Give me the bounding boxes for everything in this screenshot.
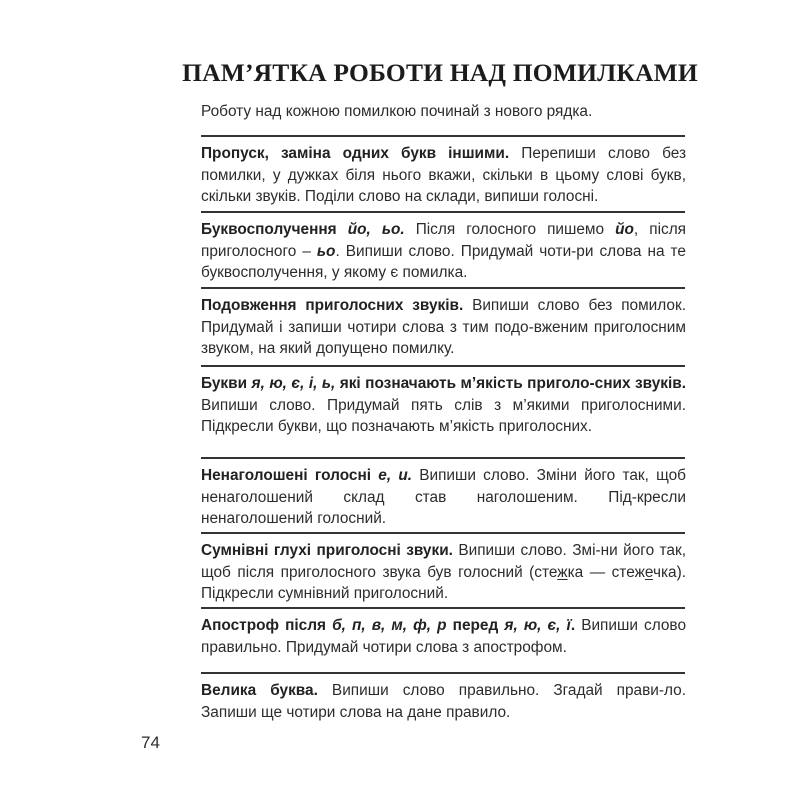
- divider-rule: [201, 457, 685, 459]
- divider-rule: [201, 672, 685, 674]
- section-text: Випиши слово правильно. Придумай чотири слова з апострофом.: [201, 617, 686, 656]
- section-text: Випиши слово правильно. Згадай прави-ло. Запиши ще чотири слова на дане правило.: [201, 682, 686, 721]
- page-title: ПАМ’ЯТКА РОБОТИ НАД ПОМИЛКАМИ: [182, 58, 698, 87]
- section-heading: Сумнівні глухі приголосні звуки.: [201, 542, 453, 559]
- underlined-letter: е: [644, 563, 653, 581]
- section-heading-italic: б, п, в, м, ф, р: [332, 617, 447, 634]
- section-apostrophe: [201, 615, 686, 658]
- divider-rule: [201, 211, 685, 213]
- divider-rule: [201, 607, 685, 609]
- section-text: ка — стеж: [567, 563, 645, 581]
- section-text: чка). Підкресли сумнівний приголосний.: [201, 563, 686, 602]
- section-heading-italic: я, ю, є, ї: [504, 617, 571, 634]
- section-text: , після приголосного –: [201, 221, 687, 260]
- divider-rule: [201, 135, 685, 137]
- section-consonant-lengthening: [201, 295, 686, 360]
- section-omission: [201, 143, 686, 208]
- divider-rule: [201, 532, 685, 534]
- section-heading: Подовження приголосних звуків.: [201, 297, 464, 314]
- section-heading: Пропуск, заміна одних букв іншими.: [201, 145, 510, 162]
- section-heading: які позначають м’якість приголо-сних звуків.: [335, 375, 687, 392]
- section-heading: Буквосполучення: [201, 221, 348, 238]
- section-heading-italic: я, ю, є, і, ь,: [251, 375, 336, 392]
- section-unstressed-vowels: [201, 465, 686, 530]
- section-heading-italic: йо, ьо.: [347, 221, 405, 238]
- section-doubtful-consonants: [201, 540, 686, 605]
- section-heading-italic: е, и.: [378, 467, 412, 484]
- italic-term: йо: [615, 221, 634, 238]
- page-number: 74: [141, 733, 160, 752]
- divider-rule: [201, 365, 685, 367]
- section-text: Перепиши слово без помилки, у дужках біля нього вкажи, скільки в цьому слові букв, скільки звуків. Поділи слово на склади, випиши голосні.: [201, 145, 686, 205]
- section-heading: Букви: [201, 375, 252, 392]
- section-softness-letters: [201, 373, 686, 438]
- section-capital-letter: [201, 680, 686, 723]
- divider-rule: [201, 287, 685, 289]
- section-heading: Ненаголошені голосні: [201, 467, 379, 484]
- section-letter-combination: [201, 219, 686, 284]
- section-text: Після голосного пишемо: [404, 221, 616, 238]
- section-heading: Апостроф після: [201, 617, 333, 634]
- section-heading: перед: [446, 617, 505, 634]
- section-text: Випиши слово. Зміни його так, щоб ненаголошений склад став наголошеним. Під-кресли ненаголошений голосний.: [201, 467, 686, 527]
- section-heading: .: [570, 617, 576, 634]
- section-text: Випиши слово. Змі-ни його так, щоб після приголосного звука був голосний (сте: [201, 542, 686, 581]
- section-heading: Велика буква.: [201, 682, 318, 699]
- section-text: Випиши слово. Придумай пять слів з м’якими приголосними. Підкресли букви, що позначають м’якість приголосних.: [201, 396, 686, 435]
- intro-text: Роботу над кожною помилкою починай з нового рядка.: [201, 103, 593, 120]
- section-text: Випиши слово без помилок. Придумай і запиши чотири слова з тим подо-вженим приголосним звуком, на який допущено помилку.: [201, 297, 686, 357]
- section-text: . Випиши слово. Придумай чоти-ри слова на те буквосполучення, у якому є помилка.: [201, 242, 686, 281]
- italic-term: ьо: [316, 242, 336, 260]
- underlined-letter: ж: [557, 563, 568, 581]
